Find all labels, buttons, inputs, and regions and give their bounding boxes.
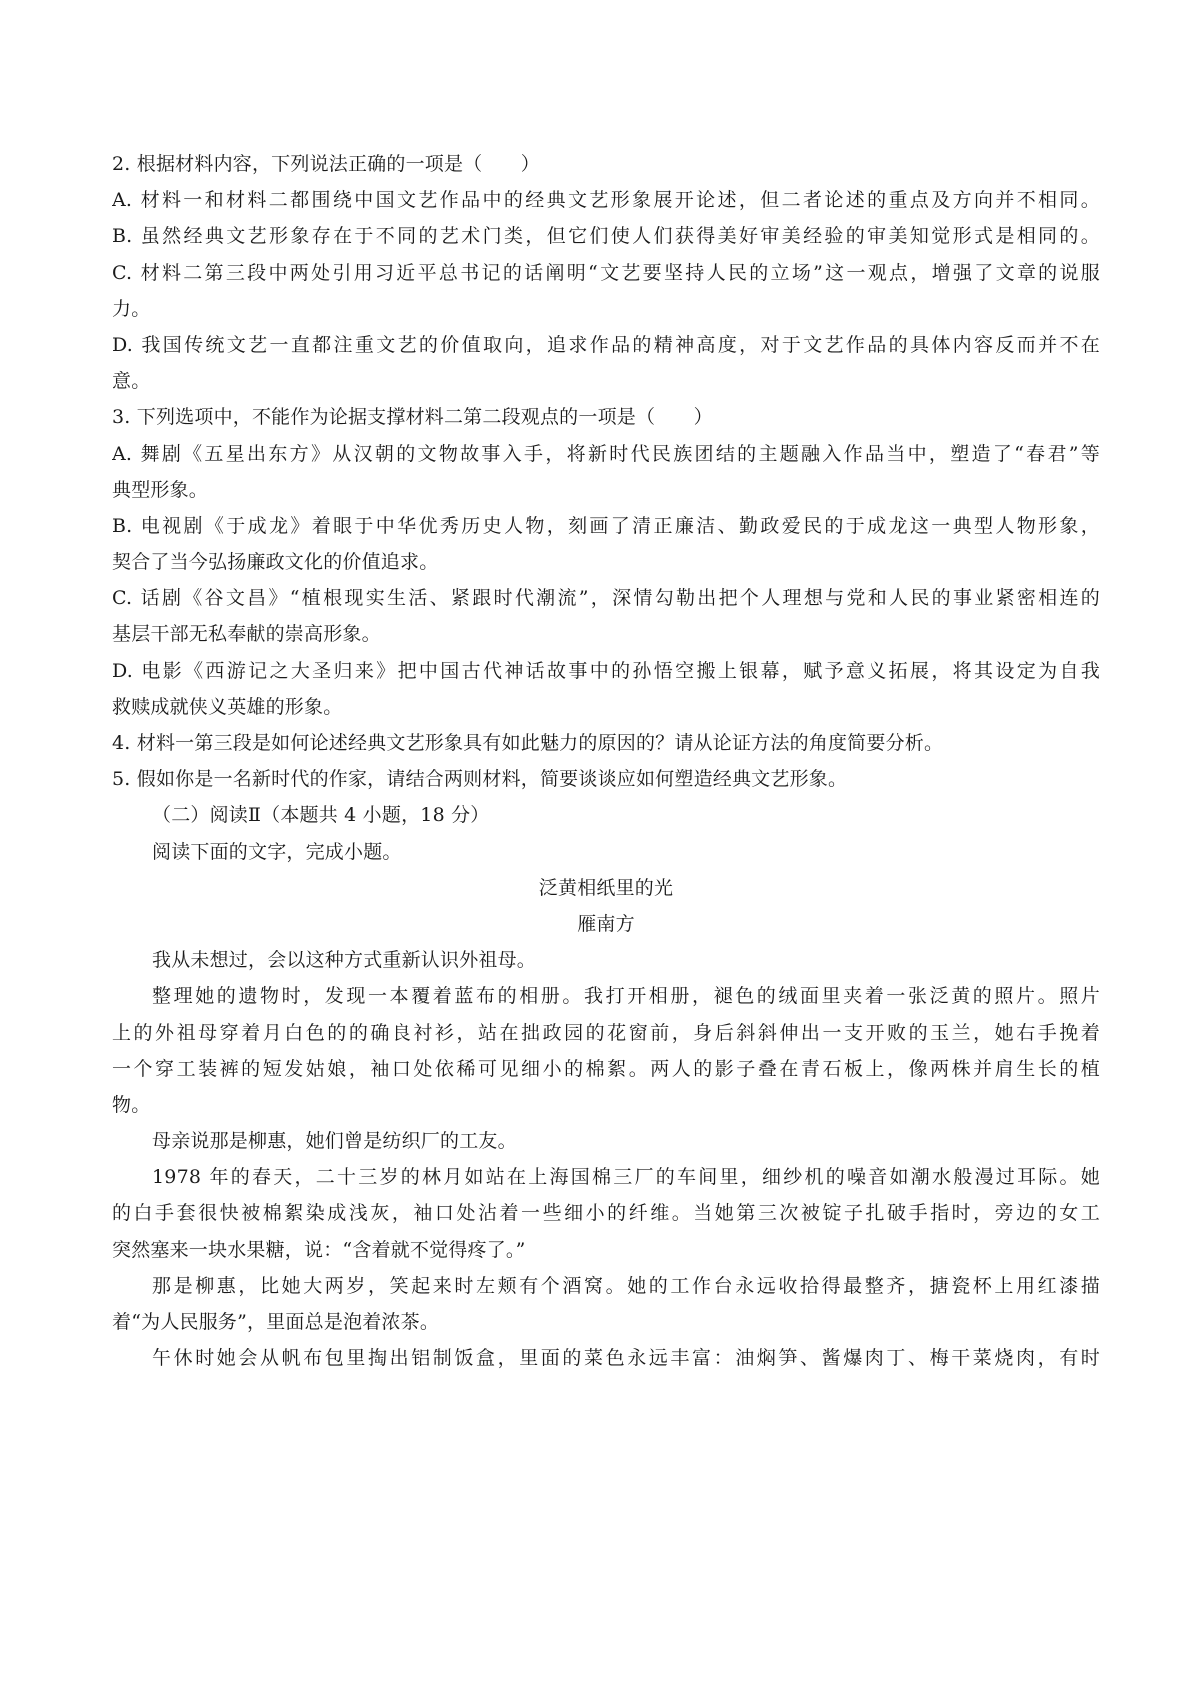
text-line: 午休时她会从帆布包里掏出铝制饭盒，里面的菜色永远丰富：油焖笋、酱爆肉丁、梅干菜烧肉，有时	[152, 1347, 1100, 1370]
text-line: D. 我国传统文艺一直都注重文艺的价值取向，追求作品的精神高度，对于文艺作品的具体内容反而并不在	[112, 333, 1100, 356]
text-line: 突然塞来一块水果糖，说：“含着就不觉得疼了。”	[112, 1238, 526, 1261]
text-line: 整理她的遗物时，发现一本覆着蓝布的相册。我打开相册，褪色的绒面里夹着一张泛黄的照片。照片	[152, 985, 1100, 1008]
text-line: 着“为人民服务”，里面总是泡着浓茶。	[112, 1311, 440, 1333]
text-line: 典型形象。	[112, 478, 209, 501]
text-line: 雁南方	[577, 912, 635, 935]
text-line: 上的外祖母穿着月白色的的确良衬衫，站在拙政园的花窗前，身后斜斜伸出一支开败的玉兰，她右手挽着	[112, 1021, 1100, 1044]
text-line: 5. 假如你是一名新时代的作家，请结合两则材料，简要谈谈应如何塑造经典文艺形象。	[112, 768, 848, 791]
text-line: 一个穿工装裤的短发姑娘，袖口处依稀可见细小的棉絮。两人的影子叠在青石板上，像两株并肩生长的植	[112, 1057, 1100, 1080]
text-line: 基层干部无私奉献的崇高形象。	[112, 623, 381, 646]
text-line: A. 舞剧《五星出东方》从汉朝的文物故事入手，将新时代民族团结的主题融入作品当中，塑造了“春君”等	[112, 442, 1100, 465]
text-line: C. 话剧《谷文昌》“植根现实生活、紧跟时代潮流”，深情勾勒出把个人理想与党和人民的事业紧密相连的	[112, 587, 1100, 610]
text-line: C. 材料二第三段中两处引用习近平总书记的话阐明“文艺要坚持人民的立场”这一观点，增强了文章的说服	[112, 261, 1100, 284]
text-line: 泛黄相纸里的光	[538, 876, 674, 899]
text-line: 那是柳惠，比她大两岁，笑起来时左颊有个酒窝。她的工作台永远收拾得最整齐，搪瓷杯上用红漆描	[152, 1274, 1100, 1297]
text-line: 力。	[112, 297, 151, 320]
text-line: 阅读下面的文字，完成小题。	[152, 840, 402, 863]
document-body	[112, 146, 1100, 1376]
text-line: 母亲说那是柳惠，她们曾是纺织厂的工友。	[152, 1130, 517, 1153]
text-line: 物。	[112, 1093, 151, 1116]
text-line: B. 电视剧《于成龙》着眼于中华优秀历史人物，刻画了清正廉洁、勤政爱民的于成龙这一典型人物形象，	[112, 514, 1100, 537]
text-line: 2. 根据材料内容，下列说法正确的一项是（ ）	[112, 153, 540, 175]
text-line: 契合了当今弘扬廉政文化的价值追求。	[112, 551, 439, 574]
text-line: 1978 年的春天，二十三岁的林月如站在上海国棉三厂的车间里，细纱机的噪音如潮水般漫过耳际。她	[152, 1166, 1100, 1189]
text-line: 3. 下列选项中，不能作为论据支撑材料二第二段观点的一项是（ ）	[112, 406, 713, 429]
text-line: （二）阅读Ⅱ（本题共 4 小题，18 分）	[152, 804, 490, 827]
text-line: 4. 材料一第三段是如何论述经典文艺形象具有如此魅力的原因的？请从论证方法的角度简要分析。	[112, 732, 944, 754]
text-line: A. 材料一和材料二都围绕中国文艺作品中的经典文艺形象展开论述，但二者论述的重点及方向并不相同。	[112, 189, 1100, 212]
text-line: 我从未想过，会以这种方式重新认识外祖母。	[152, 949, 537, 972]
text-line: D. 电影《西游记之大圣归来》把中国古代神话故事中的孙悟空搬上银幕，赋予意义拓展，将其设定为自我	[112, 659, 1100, 682]
text-line: B. 虽然经典文艺形象存在于不同的艺术门类，但它们使人们获得美好审美经验的审美知觉形式是相同的。	[112, 225, 1100, 248]
text-line: 的白手套很快被棉絮染成浅灰，袖口处沾着一些细小的纤维。当她第三次被锭子扎破手指时，旁边的女工	[112, 1202, 1100, 1225]
text-line: 意。	[112, 370, 151, 393]
text-line: 救赎成就侠义英雄的形象。	[112, 695, 343, 718]
